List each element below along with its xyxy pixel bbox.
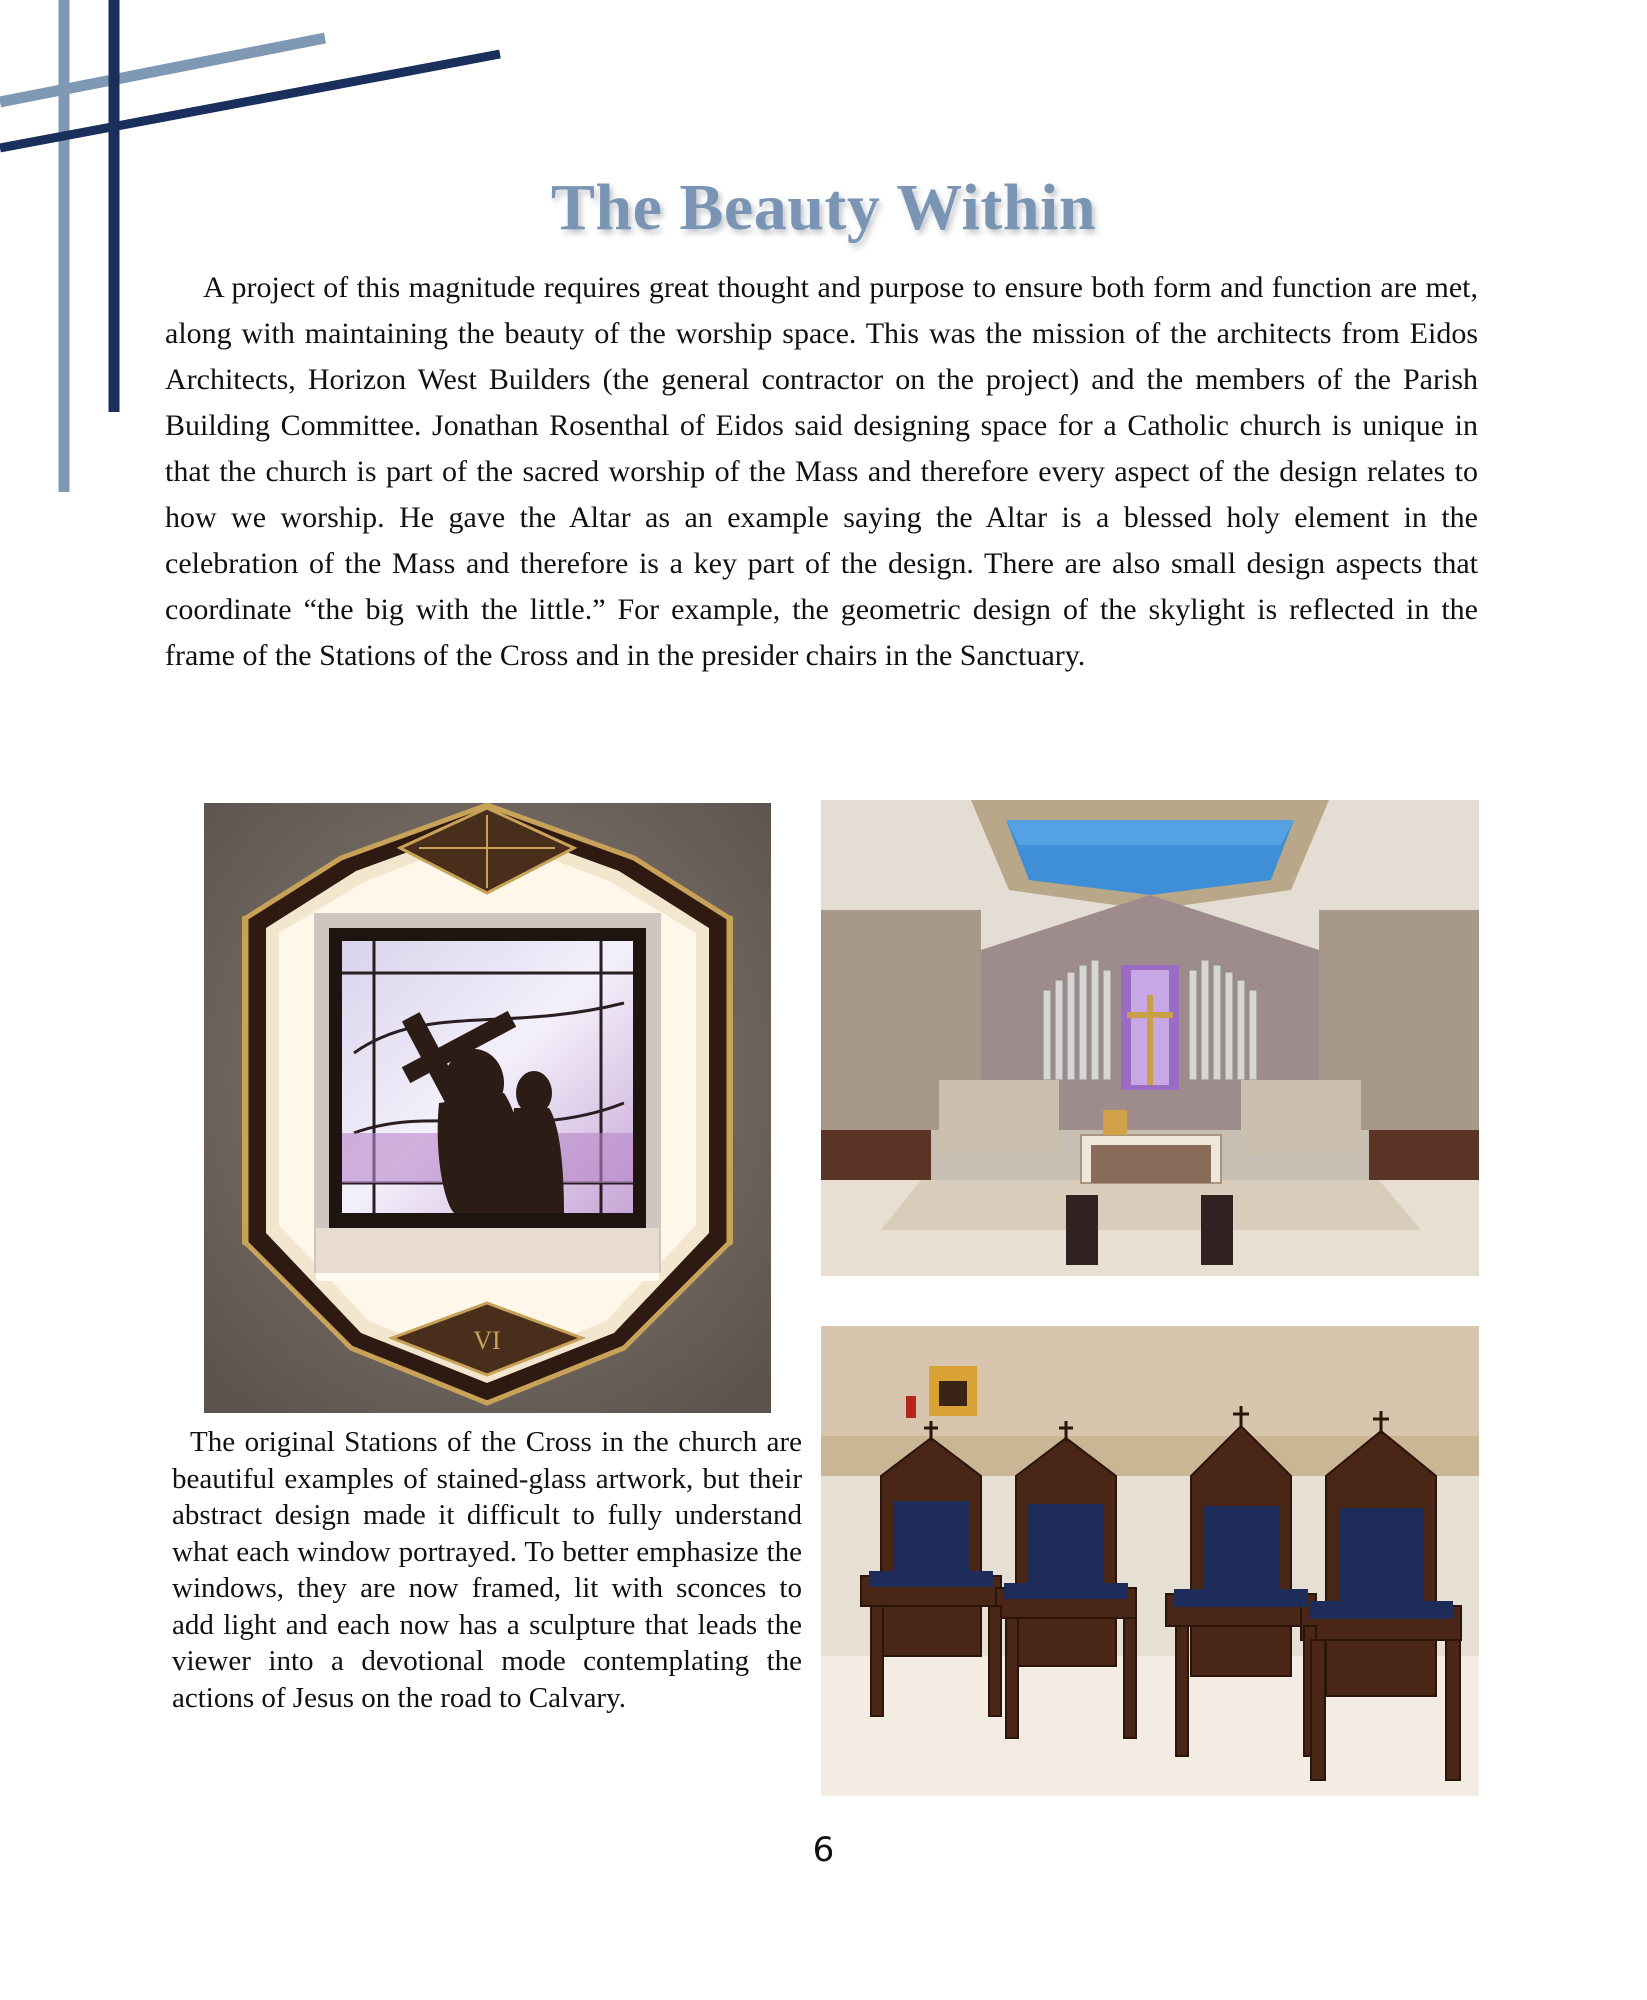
page-title: The Beauty Within	[550, 171, 1097, 244]
station-numeral: VI	[473, 1326, 501, 1355]
body-paragraph: A project of this magnitude requires great thought and purpose to ensure both form and function are met, along with maintaining the beauty of the worship space. This was the mission of the architects from Eidos Architects, Horizon West Builders (the general contractor on the project) and the members of the Parish Building Committee. Jonathan Rosenthal of Eidos said designing space for a Catholic church is unique in that the church is part of the sacred worship of the Mass and therefore every aspect of the design relates to how we worship. He gave the Altar as an example saying the Altar is a blessed holy element in the celebration of the Mass and therefore is a key part of the design. There are also small design aspects that coordinate “the big with the little.” For example, the geometric design of the skylight is reflected in the frame of the Stations of the Cross and in the presider chairs in the Sanctuary.	[165, 271, 1478, 672]
sanctuary-interior-photo	[821, 800, 1479, 1276]
presider-chairs-photo	[821, 1326, 1479, 1796]
stations-of-the-cross-photo	[204, 803, 771, 1413]
page-number: 6	[812, 1830, 835, 1870]
photo-caption: The original Stations of the Cross in the church are beautiful examples of stained-glass artwork, but their abstract design made it difficult to fully understand what each window portrayed. To better emphasize the windows, they are now framed, lit with sconces to add light and each now has a sculpture that leads the viewer into a devotional mode contemplating the actions of Jesus on the road to Calvary.	[172, 1426, 802, 1714]
